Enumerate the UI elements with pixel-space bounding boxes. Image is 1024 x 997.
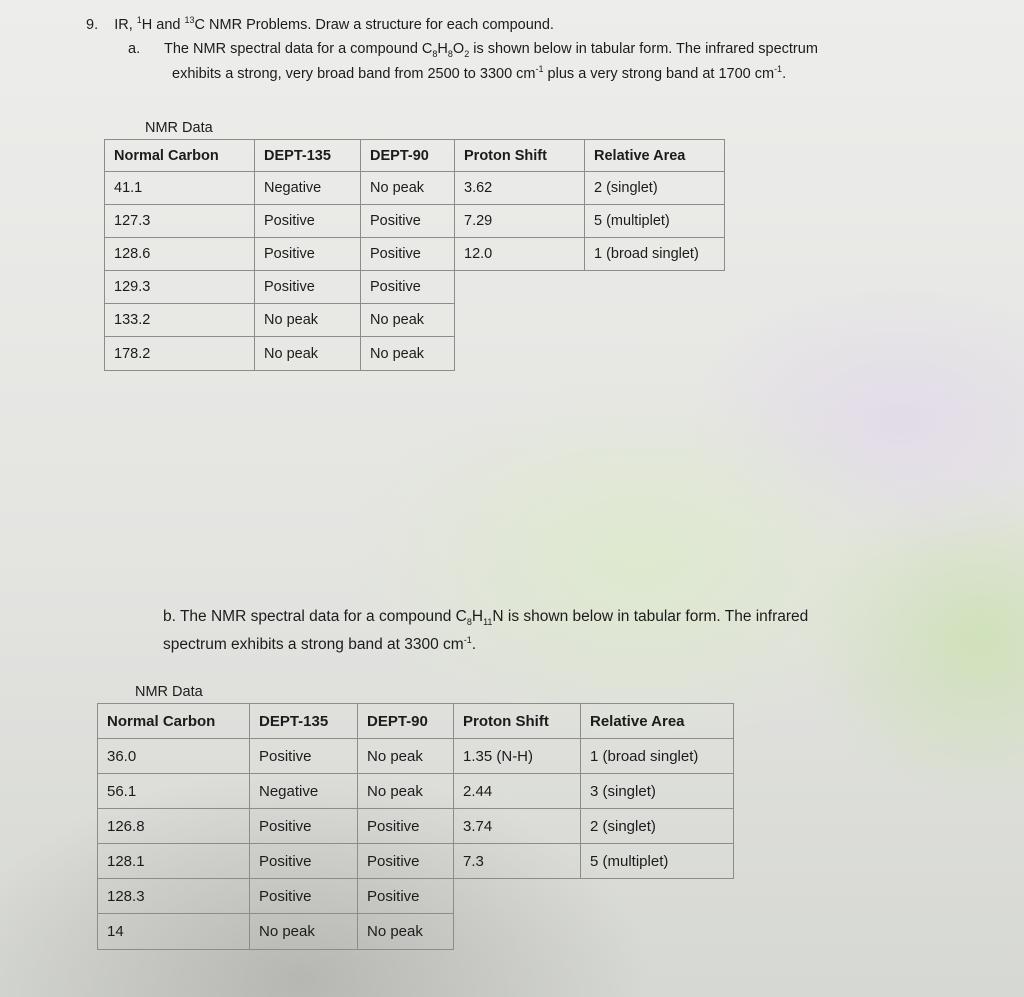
part-a-formula-o-count: 2 bbox=[464, 48, 470, 59]
cell-empty bbox=[585, 271, 725, 304]
cell-dept135: No peak bbox=[250, 914, 358, 950]
part-b-sup1: -1 bbox=[463, 634, 472, 645]
part-a-line1-pre: The NMR spectral data for a compound C bbox=[164, 41, 433, 57]
part-b-line1-pre: b. The NMR spectral data for a compound C bbox=[163, 608, 467, 625]
cell-dept135: Positive bbox=[255, 238, 361, 271]
cell-carbon: 36.0 bbox=[98, 739, 250, 774]
cell-dept90: No peak bbox=[361, 172, 455, 205]
cell-dept135: No peak bbox=[255, 304, 361, 337]
part-b-line1-post: N is shown below in tabular form. The infrared bbox=[492, 608, 809, 625]
part-a-nmr-table bbox=[104, 139, 725, 371]
cell-proton-shift: 7.3 bbox=[454, 844, 581, 879]
part-b-nmr-table bbox=[97, 703, 734, 950]
header-proton-shift: Proton Shift bbox=[455, 140, 585, 172]
header-dept-90: DEPT-90 bbox=[358, 704, 454, 739]
cell-empty bbox=[454, 879, 581, 914]
cell-dept135: Positive bbox=[255, 205, 361, 238]
part-a-line1 bbox=[128, 37, 818, 61]
part-a-sup1: -1 bbox=[535, 64, 544, 75]
cell-empty bbox=[581, 879, 734, 914]
cell-dept135: Positive bbox=[250, 844, 358, 879]
header-normal-carbon: Normal Carbon bbox=[105, 140, 255, 172]
table-row bbox=[98, 879, 734, 914]
table-row bbox=[105, 205, 725, 238]
cell-carbon: 129.3 bbox=[105, 271, 255, 304]
header-normal-carbon: Normal Carbon bbox=[98, 704, 250, 739]
cell-dept135: Negative bbox=[255, 172, 361, 205]
cell-dept135: Positive bbox=[255, 271, 361, 304]
cell-dept135: Positive bbox=[250, 879, 358, 914]
table-row bbox=[105, 304, 725, 337]
cell-relative-area: 1 (broad singlet) bbox=[585, 238, 725, 271]
cell-proton-shift: 3.62 bbox=[455, 172, 585, 205]
cell-dept90: Positive bbox=[361, 238, 455, 271]
header-relative-area: Relative Area bbox=[585, 140, 725, 172]
part-a-line2-mid: plus a very strong band at 1700 cm bbox=[543, 66, 775, 82]
cell-dept90: No peak bbox=[361, 304, 455, 337]
heading-text-mid: H and bbox=[141, 17, 185, 33]
cell-proton-shift: 12.0 bbox=[455, 238, 585, 271]
header-relative-area: Relative Area bbox=[581, 704, 734, 739]
table-row bbox=[98, 774, 734, 809]
problem-number: 9. bbox=[86, 17, 99, 33]
part-a-line2-pre: exhibits a strong, very broad band from 2500 to 3300 cm bbox=[172, 66, 536, 82]
header-dept-135: DEPT-135 bbox=[255, 140, 361, 172]
cell-carbon: 14 bbox=[98, 914, 250, 950]
header-proton-shift: Proton Shift bbox=[454, 704, 581, 739]
part-a-sup2: -1 bbox=[774, 64, 783, 75]
part-b-line1 bbox=[163, 603, 808, 630]
cell-dept90: Positive bbox=[358, 809, 454, 844]
cell-proton-shift: 1.35 (N-H) bbox=[454, 739, 581, 774]
part-b-formula-h-count: 11 bbox=[483, 617, 493, 628]
table-row bbox=[105, 337, 725, 371]
table-row bbox=[105, 271, 725, 304]
cell-relative-area: 5 (multiplet) bbox=[581, 844, 734, 879]
cell-dept135: Negative bbox=[250, 774, 358, 809]
cell-relative-area: 3 (singlet) bbox=[581, 774, 734, 809]
part-a-line2-end: . bbox=[782, 66, 787, 82]
cell-empty bbox=[454, 914, 581, 950]
cell-carbon: 127.3 bbox=[105, 205, 255, 238]
part-b-line2-pre: spectrum exhibits a strong band at 3300 cm bbox=[163, 636, 464, 653]
cell-dept135: Positive bbox=[250, 739, 358, 774]
part-a-formula-h: H bbox=[437, 41, 448, 57]
cell-carbon: 126.8 bbox=[98, 809, 250, 844]
cell-carbon: 128.1 bbox=[98, 844, 250, 879]
cell-proton-shift: 2.44 bbox=[454, 774, 581, 809]
part-a-letter: a. bbox=[128, 41, 141, 57]
part-a-line1-post: is shown below in tabular form. The infrared spectrum bbox=[469, 41, 818, 57]
cell-relative-area: 2 (singlet) bbox=[585, 172, 725, 205]
header-dept-90: DEPT-90 bbox=[361, 140, 455, 172]
heading-text-pre: IR, bbox=[114, 17, 137, 33]
part-b-formula-c-count: 8 bbox=[466, 617, 472, 628]
cell-proton-shift: 3.74 bbox=[454, 809, 581, 844]
cell-empty bbox=[455, 304, 585, 337]
cell-empty bbox=[455, 271, 585, 304]
part-a-nmr-caption: NMR Data bbox=[145, 120, 213, 136]
problem-heading bbox=[86, 13, 554, 37]
cell-carbon: 133.2 bbox=[105, 304, 255, 337]
part-a-formula-o: O bbox=[452, 41, 465, 57]
cell-carbon: 41.1 bbox=[105, 172, 255, 205]
cell-dept135: Positive bbox=[250, 809, 358, 844]
part-a-header-row bbox=[105, 140, 725, 172]
header-dept-135: DEPT-135 bbox=[250, 704, 358, 739]
cell-dept90: No peak bbox=[358, 774, 454, 809]
heading-h-superscript: 1 bbox=[136, 15, 142, 26]
part-b-header-row bbox=[98, 704, 734, 739]
cell-dept90: No peak bbox=[358, 914, 454, 950]
cell-relative-area: 2 (singlet) bbox=[581, 809, 734, 844]
cell-carbon: 128.3 bbox=[98, 879, 250, 914]
table-row bbox=[98, 914, 734, 950]
cell-dept90: No peak bbox=[358, 739, 454, 774]
cell-relative-area: 5 (multiplet) bbox=[585, 205, 725, 238]
cell-empty bbox=[585, 337, 725, 371]
table-row bbox=[105, 238, 725, 271]
table-row bbox=[98, 844, 734, 879]
part-b-line2 bbox=[163, 631, 476, 658]
part-a-formula-c-count: 8 bbox=[432, 48, 438, 59]
cell-dept135: No peak bbox=[255, 337, 361, 371]
cell-dept90: Positive bbox=[358, 879, 454, 914]
part-a-line2 bbox=[172, 62, 786, 86]
part-b-line2-end: . bbox=[471, 636, 477, 653]
cell-dept90: Positive bbox=[361, 271, 455, 304]
part-b-formula-h: H bbox=[471, 608, 484, 625]
cell-carbon: 56.1 bbox=[98, 774, 250, 809]
cell-empty bbox=[581, 914, 734, 950]
table-row bbox=[98, 739, 734, 774]
cell-empty bbox=[455, 337, 585, 371]
table-row bbox=[98, 809, 734, 844]
cell-dept90: Positive bbox=[358, 844, 454, 879]
heading-c-superscript: 13 bbox=[184, 15, 195, 26]
cell-empty bbox=[585, 304, 725, 337]
heading-text-post: C NMR Problems. Draw a structure for each compound. bbox=[194, 17, 554, 33]
table-row bbox=[105, 172, 725, 205]
cell-relative-area: 1 (broad singlet) bbox=[581, 739, 734, 774]
cell-carbon: 128.6 bbox=[105, 238, 255, 271]
cell-dept90: No peak bbox=[361, 337, 455, 371]
cell-carbon: 178.2 bbox=[105, 337, 255, 371]
part-a-formula-h-count: 8 bbox=[447, 48, 453, 59]
part-b-nmr-caption: NMR Data bbox=[135, 684, 203, 700]
cell-dept90: Positive bbox=[361, 205, 455, 238]
cell-proton-shift: 7.29 bbox=[455, 205, 585, 238]
